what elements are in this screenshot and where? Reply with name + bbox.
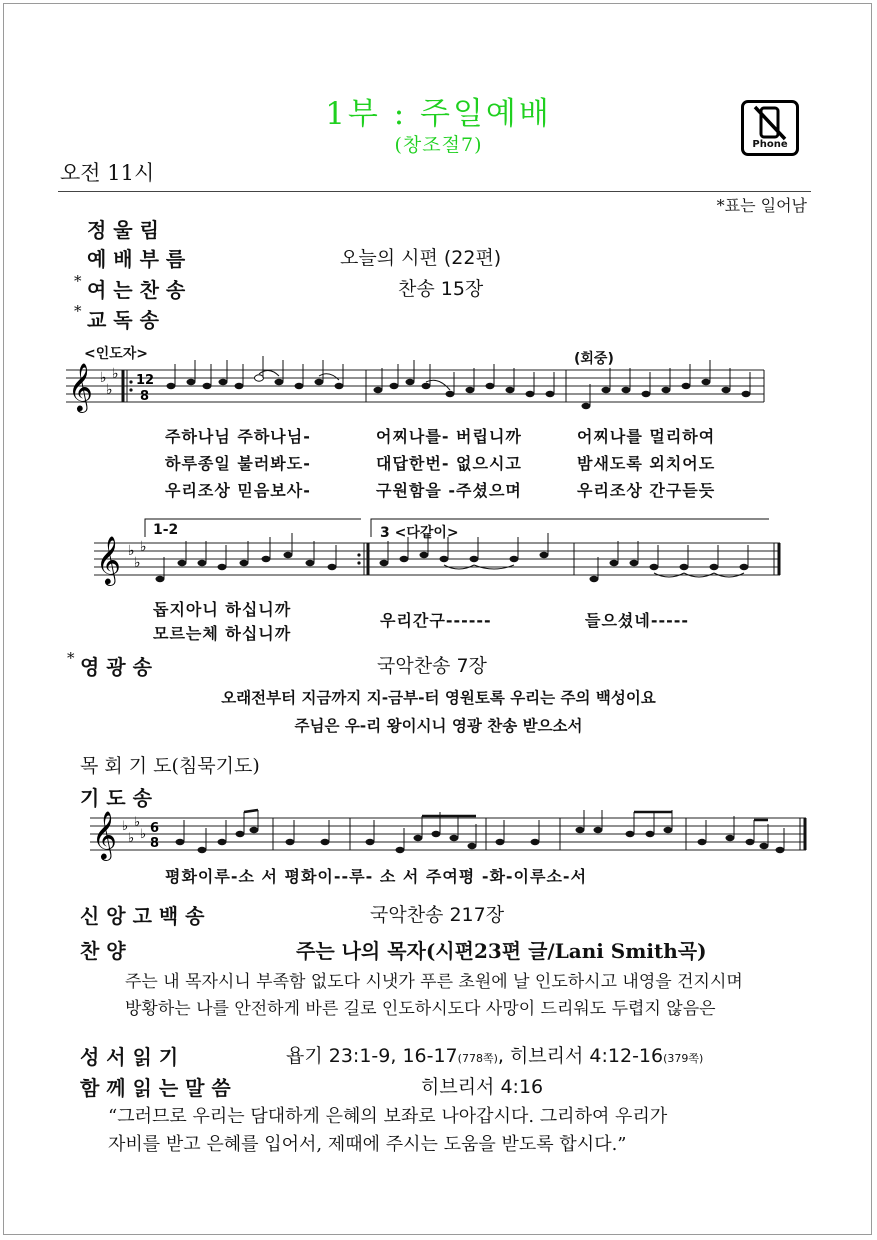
page-title: 1부 : 주일예배 <box>325 96 552 132</box>
heading-reading-together: 함 께 읽 는 말 씀 <box>80 1076 231 1100</box>
ending-3-label: 3 <다같이> <box>380 525 459 541</box>
flat-sign: ♭ <box>128 543 135 559</box>
staff-chant-1 <box>66 360 766 420</box>
response-label: (회중) <box>574 351 614 367</box>
heading-call-to-worship: 예 배 부 름 <box>87 247 186 271</box>
standing-mark: * <box>74 272 82 290</box>
chant1-lyric-1a: 주하나님 주하나님- <box>165 427 311 446</box>
chant1-lyric-1c: 어찌나를 멀리하여 <box>577 427 716 446</box>
opening-hymn-detail: 찬송 15장 <box>398 278 484 300</box>
time-signature-bottom: 8 <box>150 836 160 851</box>
heading-jingul: 정 울 림 <box>87 218 159 242</box>
heading-opening-hymn <box>74 272 186 303</box>
page-subtitle: (창조절7) <box>394 134 483 156</box>
heading-gloria <box>67 649 152 680</box>
flat-sign: ♭ <box>122 819 129 834</box>
standing-mark: * <box>74 302 82 320</box>
heading-pastoral-prayer: 목 회 기 도(침묵기도) <box>80 755 260 777</box>
service-time: 오전 11시 <box>60 161 155 185</box>
heading-responsive-reading <box>74 302 159 333</box>
reading-quote-line-1: “그러므로 우리는 담대하게 은혜의 보좌로 나아갑시다. 그리하여 우리가 <box>108 1106 668 1127</box>
flat-sign: ♭ <box>140 539 147 555</box>
heading-opening-hymn-label: 여 는 찬 송 <box>87 278 186 302</box>
ending-1-2-label: 1-2 <box>153 522 179 538</box>
time-signature-top: 6 <box>150 821 160 836</box>
heading-creed-song: 신 앙 고 백 송 <box>80 904 205 928</box>
chant1-lyric-3a: 우리조상 믿음보사- <box>165 481 311 500</box>
phone-label: Phone <box>752 139 788 150</box>
reading-together-detail: 히브리서 4:16 <box>421 1076 544 1098</box>
chant2-lyric-a2: 모르는체 하십니까 <box>153 624 292 643</box>
chant1-lyric-1b: 어찌나를- 버립니까 <box>376 427 522 446</box>
flat-sign: ♭ <box>140 827 147 842</box>
treble-clef: 𝄞 <box>92 810 117 859</box>
gloria-line-1: 오래전부터 지금까지 지-금부-터 영원토록 우리는 주의 백성이요 <box>221 689 656 707</box>
gloria-detail: 국악찬송 7장 <box>377 655 487 677</box>
heading-scripture-reading: 성 서 읽 기 <box>80 1045 179 1069</box>
staff-chant-2 <box>94 515 784 590</box>
treble-clef: 𝄞 <box>96 535 121 584</box>
flat-sign: ♭ <box>134 555 141 571</box>
scripture-detail <box>286 1041 703 1068</box>
praise-line-1: 주는 내 목자시니 부족함 없도다 시냇가 푸른 초원에 날 인도하시고 내영을 건지시며 <box>125 972 743 992</box>
praise-detail: 주는 나의 목자(시편23편 글/Lani Smith곡) <box>296 939 707 963</box>
chant1-lyric-3b: 구원함을 -주셨으며 <box>376 481 522 500</box>
chant1-lyric-2a: 하루종일 불러봐도- <box>165 454 311 473</box>
flat-sign: ♭ <box>112 366 119 382</box>
treble-clef: 𝄞 <box>68 362 93 411</box>
stand-note: *표는 일어남 <box>716 196 807 215</box>
chant1-lyric-2b: 대답한번- 없으시고 <box>376 454 522 473</box>
call-to-worship-detail: 오늘의 시편 (22편) <box>340 247 502 269</box>
scripture-page-1: (778쪽) <box>457 1052 498 1065</box>
chant1-lyric-3c: 우리조상 간구듣듯 <box>577 481 716 500</box>
flat-sign: ♭ <box>100 370 107 386</box>
heading-prayer-song: 기 도 송 <box>80 786 152 810</box>
no-phone-icon <box>741 100 799 156</box>
creed-song-detail: 국악찬송 217장 <box>370 904 505 926</box>
scripture-text-1: 욥기 23:1-9, 16-17 <box>286 1045 458 1067</box>
leader-label: <인도자> <box>84 346 149 362</box>
chant1-lyric-2c: 밤새도록 외치어도 <box>577 454 716 473</box>
chant2-lyric-c: 들으셨네----- <box>585 611 690 630</box>
flat-sign: ♭ <box>134 815 141 830</box>
scripture-text-2: , 히브리서 4:12-16 <box>497 1045 664 1067</box>
heading-gloria-label: 영 광 송 <box>80 655 152 679</box>
chant2-lyric-a1: 돕지아니 하십니까 <box>153 600 292 619</box>
prayer-song-lyrics: 평화이루-소 서 평화이--루- 소 서 주여평 -화-이루소-서 <box>165 867 588 886</box>
praise-line-2: 방황하는 나를 안전하게 바른 길로 인도하시도다 사망이 드리워도 두렵지 않음은 <box>125 999 716 1019</box>
scripture-page-2: (379쪽) <box>663 1052 704 1065</box>
time-signature-top: 12 <box>136 373 155 388</box>
notes-prayer-song <box>176 827 785 853</box>
heading-praise: 찬 양 <box>80 939 126 963</box>
gloria-line-2: 주님은 우-리 왕이시니 영광 찬송 받으소서 <box>294 717 583 735</box>
header-divider <box>58 191 811 192</box>
notes-chant-1 <box>167 375 751 409</box>
standing-mark: * <box>67 649 75 667</box>
heading-responsive-reading-label: 교 독 송 <box>87 308 159 332</box>
reading-quote-line-2: 자비를 받고 은혜를 입어서, 제때에 주시는 도움을 받도록 합시다.” <box>108 1134 627 1155</box>
flat-sign: ♭ <box>128 831 135 846</box>
time-signature-bottom: 8 <box>140 389 150 404</box>
chant2-lyric-b: 우리간구------ <box>380 611 492 630</box>
staff-prayer-song <box>90 810 810 860</box>
flat-sign: ♭ <box>106 382 113 398</box>
